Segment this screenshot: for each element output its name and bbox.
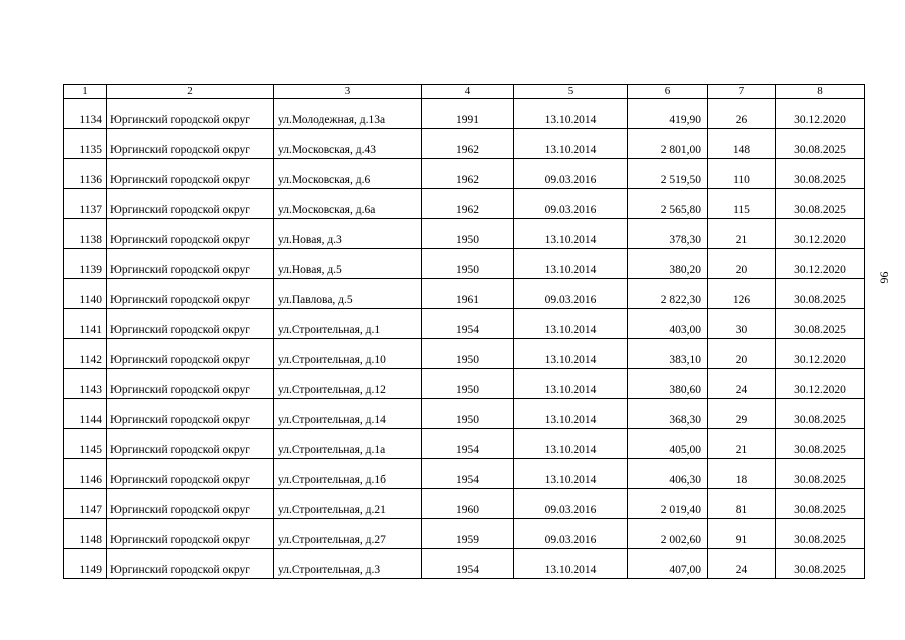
date-cell: 13.10.2014 bbox=[514, 459, 628, 489]
deadline-cell: 30.08.2025 bbox=[776, 129, 865, 159]
residents-cell: 110 bbox=[708, 159, 776, 189]
table-row bbox=[64, 249, 865, 279]
row-number: 1137 bbox=[64, 189, 107, 219]
date-cell: 13.10.2014 bbox=[514, 249, 628, 279]
municipality-cell: Юргинский городской округ bbox=[107, 189, 274, 219]
area-cell: 403,00 bbox=[628, 309, 708, 339]
municipality-cell: Юргинский городской округ bbox=[107, 129, 274, 159]
residents-cell: 18 bbox=[708, 459, 776, 489]
year-cell: 1962 bbox=[422, 189, 514, 219]
residents-cell: 21 bbox=[708, 219, 776, 249]
year-cell: 1950 bbox=[422, 219, 514, 249]
column-header-8: 8 bbox=[776, 85, 865, 99]
column-header-3: 3 bbox=[274, 85, 422, 99]
row-number: 1146 bbox=[64, 459, 107, 489]
area-cell: 2 519,50 bbox=[628, 159, 708, 189]
date-cell: 13.10.2014 bbox=[514, 399, 628, 429]
year-cell: 1960 bbox=[422, 489, 514, 519]
address-cell: ул.Московская, д.6а bbox=[274, 189, 422, 219]
year-cell: 1961 bbox=[422, 279, 514, 309]
address-cell: ул.Строительная, д.21 bbox=[274, 489, 422, 519]
date-cell: 13.10.2014 bbox=[514, 429, 628, 459]
table-row bbox=[64, 369, 865, 399]
area-cell: 2 019,40 bbox=[628, 489, 708, 519]
deadline-cell: 30.12.2020 bbox=[776, 249, 865, 279]
date-cell: 13.10.2014 bbox=[514, 369, 628, 399]
deadline-cell: 30.08.2025 bbox=[776, 429, 865, 459]
table-row bbox=[64, 429, 865, 459]
date-cell: 13.10.2014 bbox=[514, 219, 628, 249]
area-cell: 407,00 bbox=[628, 549, 708, 579]
page-number: 96 bbox=[877, 271, 892, 284]
residents-cell: 30 bbox=[708, 309, 776, 339]
row-number: 1148 bbox=[64, 519, 107, 549]
area-cell: 406,30 bbox=[628, 459, 708, 489]
table-row bbox=[64, 459, 865, 489]
residents-cell: 148 bbox=[708, 129, 776, 159]
residents-cell: 24 bbox=[708, 549, 776, 579]
column-header-1: 1 bbox=[64, 85, 107, 99]
address-cell: ул.Павлова, д.5 bbox=[274, 279, 422, 309]
deadline-cell: 30.08.2025 bbox=[776, 279, 865, 309]
deadline-cell: 30.12.2020 bbox=[776, 339, 865, 369]
deadline-cell: 30.08.2025 bbox=[776, 189, 865, 219]
row-number: 1143 bbox=[64, 369, 107, 399]
address-cell: ул.Строительная, д.27 bbox=[274, 519, 422, 549]
municipality-cell: Юргинский городской округ bbox=[107, 339, 274, 369]
date-cell: 09.03.2016 bbox=[514, 519, 628, 549]
row-number: 1144 bbox=[64, 399, 107, 429]
residents-cell: 20 bbox=[708, 339, 776, 369]
deadline-cell: 30.08.2025 bbox=[776, 549, 865, 579]
municipality-cell: Юргинский городской округ bbox=[107, 159, 274, 189]
address-cell: ул.Строительная, д.10 bbox=[274, 339, 422, 369]
residents-cell: 24 bbox=[708, 369, 776, 399]
residents-cell: 126 bbox=[708, 279, 776, 309]
deadline-cell: 30.08.2025 bbox=[776, 519, 865, 549]
address-cell: ул.Новая, д.5 bbox=[274, 249, 422, 279]
municipality-cell: Юргинский городской округ bbox=[107, 459, 274, 489]
date-cell: 13.10.2014 bbox=[514, 129, 628, 159]
row-number: 1136 bbox=[64, 159, 107, 189]
address-cell: ул.Строительная, д.1а bbox=[274, 429, 422, 459]
address-cell: ул.Строительная, д.1 bbox=[274, 309, 422, 339]
date-cell: 09.03.2016 bbox=[514, 159, 628, 189]
deadline-cell: 30.08.2025 bbox=[776, 309, 865, 339]
municipality-cell: Юргинский городской округ bbox=[107, 549, 274, 579]
residents-cell: 115 bbox=[708, 189, 776, 219]
year-cell: 1991 bbox=[422, 99, 514, 129]
address-cell: ул.Московская, д.43 bbox=[274, 129, 422, 159]
year-cell: 1962 bbox=[422, 159, 514, 189]
area-cell: 383,10 bbox=[628, 339, 708, 369]
date-cell: 13.10.2014 bbox=[514, 99, 628, 129]
year-cell: 1954 bbox=[422, 459, 514, 489]
address-cell: ул.Молодежная, д.13а bbox=[274, 99, 422, 129]
deadline-cell: 30.08.2025 bbox=[776, 459, 865, 489]
area-cell: 368,30 bbox=[628, 399, 708, 429]
year-cell: 1954 bbox=[422, 309, 514, 339]
address-cell: ул.Строительная, д.3 bbox=[274, 549, 422, 579]
date-cell: 13.10.2014 bbox=[514, 339, 628, 369]
year-cell: 1950 bbox=[422, 249, 514, 279]
area-cell: 380,20 bbox=[628, 249, 708, 279]
table-row bbox=[64, 129, 865, 159]
residents-cell: 21 bbox=[708, 429, 776, 459]
municipality-cell: Юргинский городской округ bbox=[107, 279, 274, 309]
row-number: 1142 bbox=[64, 339, 107, 369]
address-cell: ул.Новая, д.3 bbox=[274, 219, 422, 249]
year-cell: 1962 bbox=[422, 129, 514, 159]
table-header-row bbox=[64, 85, 865, 99]
municipality-cell: Юргинский городской округ bbox=[107, 519, 274, 549]
deadline-cell: 30.12.2020 bbox=[776, 99, 865, 129]
year-cell: 1950 bbox=[422, 369, 514, 399]
area-cell: 378,30 bbox=[628, 219, 708, 249]
row-number: 1149 bbox=[64, 549, 107, 579]
date-cell: 09.03.2016 bbox=[514, 189, 628, 219]
municipality-cell: Юргинский городской округ bbox=[107, 219, 274, 249]
deadline-cell: 30.12.2020 bbox=[776, 369, 865, 399]
deadline-cell: 30.12.2020 bbox=[776, 219, 865, 249]
row-number: 1139 bbox=[64, 249, 107, 279]
year-cell: 1950 bbox=[422, 399, 514, 429]
municipality-cell: Юргинский городской округ bbox=[107, 309, 274, 339]
year-cell: 1954 bbox=[422, 429, 514, 459]
address-cell: ул.Московская, д.6 bbox=[274, 159, 422, 189]
table-row bbox=[64, 99, 865, 129]
date-cell: 09.03.2016 bbox=[514, 489, 628, 519]
table-row bbox=[64, 399, 865, 429]
municipality-cell: Юргинский городской округ bbox=[107, 369, 274, 399]
table-row bbox=[64, 489, 865, 519]
column-header-7: 7 bbox=[708, 85, 776, 99]
municipality-cell: Юргинский городской округ bbox=[107, 399, 274, 429]
deadline-cell: 30.08.2025 bbox=[776, 399, 865, 429]
address-cell: ул.Строительная, д.12 bbox=[274, 369, 422, 399]
table-row bbox=[64, 189, 865, 219]
residents-cell: 91 bbox=[708, 519, 776, 549]
residents-cell: 26 bbox=[708, 99, 776, 129]
column-header-2: 2 bbox=[107, 85, 274, 99]
row-number: 1138 bbox=[64, 219, 107, 249]
row-number: 1140 bbox=[64, 279, 107, 309]
column-header-4: 4 bbox=[422, 85, 514, 99]
row-number: 1141 bbox=[64, 309, 107, 339]
column-header-5: 5 bbox=[514, 85, 628, 99]
deadline-cell: 30.08.2025 bbox=[776, 489, 865, 519]
municipality-cell: Юргинский городской округ bbox=[107, 99, 274, 129]
date-cell: 13.10.2014 bbox=[514, 549, 628, 579]
year-cell: 1954 bbox=[422, 549, 514, 579]
address-cell: ул.Строительная, д.1б bbox=[274, 459, 422, 489]
column-header-6: 6 bbox=[628, 85, 708, 99]
row-number: 1134 bbox=[64, 99, 107, 129]
table-row bbox=[64, 309, 865, 339]
area-cell: 2 002,60 bbox=[628, 519, 708, 549]
table-row bbox=[64, 519, 865, 549]
address-cell: ул.Строительная, д.14 bbox=[274, 399, 422, 429]
housing-table bbox=[63, 84, 865, 579]
municipality-cell: Юргинский городской округ bbox=[107, 489, 274, 519]
area-cell: 2 801,00 bbox=[628, 129, 708, 159]
residents-cell: 20 bbox=[708, 249, 776, 279]
row-number: 1145 bbox=[64, 429, 107, 459]
area-cell: 405,00 bbox=[628, 429, 708, 459]
area-cell: 380,60 bbox=[628, 369, 708, 399]
table-row bbox=[64, 279, 865, 309]
area-cell: 2 565,80 bbox=[628, 189, 708, 219]
date-cell: 13.10.2014 bbox=[514, 309, 628, 339]
deadline-cell: 30.08.2025 bbox=[776, 159, 865, 189]
year-cell: 1950 bbox=[422, 339, 514, 369]
municipality-cell: Юргинский городской округ bbox=[107, 429, 274, 459]
municipality-cell: Юргинский городской округ bbox=[107, 249, 274, 279]
row-number: 1135 bbox=[64, 129, 107, 159]
row-number: 1147 bbox=[64, 489, 107, 519]
table-row bbox=[64, 219, 865, 249]
table-row bbox=[64, 549, 865, 579]
residents-cell: 81 bbox=[708, 489, 776, 519]
table-row bbox=[64, 339, 865, 369]
table-row bbox=[64, 159, 865, 189]
date-cell: 09.03.2016 bbox=[514, 279, 628, 309]
residents-cell: 29 bbox=[708, 399, 776, 429]
area-cell: 419,90 bbox=[628, 99, 708, 129]
area-cell: 2 822,30 bbox=[628, 279, 708, 309]
year-cell: 1959 bbox=[422, 519, 514, 549]
